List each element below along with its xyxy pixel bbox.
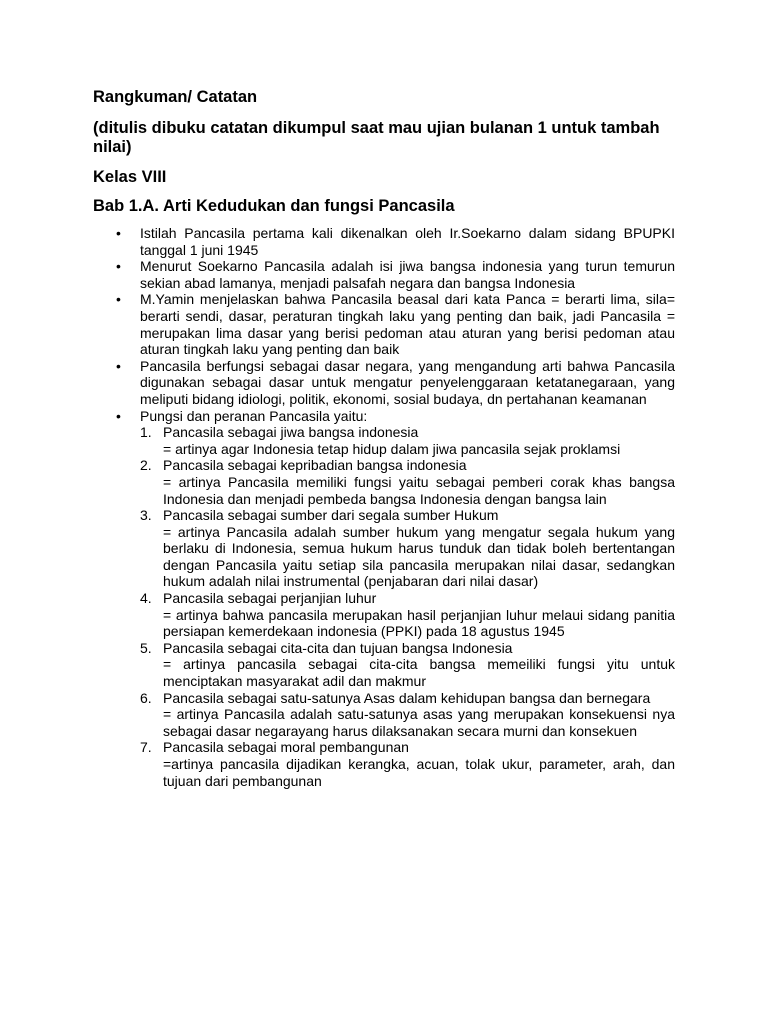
document-page [93, 88, 675, 789]
item-number: 7. [140, 739, 152, 756]
item-number: 5. [140, 639, 152, 656]
list-item [93, 291, 675, 357]
item-number: 2. [140, 457, 152, 474]
item-number: 1. [140, 424, 152, 441]
function-description: = artinya Pancasila adalah sumber hukum yang mengatur segala hukum yang berlaku di Indonesia, semua hukum harus tunduk dan tidak boleh bertentangan dengan Pancasila yaitu setiap sila pancasila merupakan nilai dasar, sedangkan hukum adalah nilai instrumental (penjabaran dari nilai dasar) [163, 523, 675, 590]
function-description: = artinya bahwa pancasila merupakan hasil perjanjian luhur melaui sidang panitia persiapan kemerdekaan indonesia (PPKI) pada 18 agustus 1945 [163, 606, 675, 640]
function-description: =artinya pancasila dijadikan kerangka, acuan, tolak ukur, parameter, arah, dan tujuan dari pembangunan [163, 756, 675, 789]
function-title: Pancasila sebagai kepribadian bangsa indonesia [163, 457, 467, 474]
item-number: 4. [140, 590, 152, 607]
function-title: Pancasila sebagai sumber dari segala sumber Hukum [163, 507, 499, 524]
function-item [140, 739, 675, 789]
list-item [93, 358, 675, 408]
function-item [140, 457, 675, 507]
document-title: Rangkuman/ Catatan [93, 88, 258, 106]
function-title: Pancasila sebagai moral pembangunan [163, 739, 409, 756]
bullet-text: M.Yamin menjelaskan bahwa Pancasila beasal dari kata Panca = berarti lima, sila= berarti sendi, dasar, peraturan tingkah laku yang penting dan baik, jadi Pancasila = merupakan lima dasar yang berisi pedoman atau aturan yang berisi pedoman atau aturan tingkah laku yang penting dan baik [140, 291, 675, 358]
function-item [140, 690, 675, 740]
document-note: (ditulis dibuku catatan dikumpul saat mau ujian bulanan 1 untuk tambah nilai) [93, 119, 660, 156]
function-title: Pancasila sebagai cita-cita dan tujuan bangsa Indonesia [163, 639, 513, 656]
function-item [140, 507, 675, 590]
list-item [93, 408, 675, 790]
function-title: Pancasila sebagai satu-satunya Asas dalam kehidupan bangsa dan bernegara [163, 689, 651, 706]
bullet-icon: • [116, 357, 121, 374]
function-title: Pancasila sebagai perjanjian luhur [163, 590, 377, 607]
item-number: 6. [140, 689, 152, 706]
list-item [93, 258, 675, 291]
bullet-list [93, 225, 675, 789]
function-item [140, 640, 675, 690]
class-heading: Kelas VIII [93, 168, 167, 186]
bullet-icon: • [116, 407, 121, 424]
bullet-text: Menurut Soekarno Pancasila adalah isi jiwa bangsa indonesia yang turun temurun sekian abad lamanya, menjadi palsafah negara dan bangsa Indonesia [140, 258, 675, 291]
item-number: 3. [140, 507, 152, 524]
chapter-heading: Bab 1.A. Arti Kedudukan dan fungsi Pancasila [93, 197, 455, 215]
function-description: = artinya Pancasila memiliki fungsi yaitu sebagai pemberi corak khas bangsa Indonesia dan menjadi pembeda bangsa Indonesia dengan bangsa lain [163, 473, 675, 507]
bullet-text: Istilah Pancasila pertama kali dikenalkan oleh Ir.Soekarno dalam sidang BPUPKI tanggal 1 juni 1945 [140, 225, 675, 258]
bullet-icon: • [116, 258, 121, 275]
bullet-icon: • [116, 225, 121, 241]
function-description: = artinya pancasila sebagai cita-cita bangsa memeiliki fungsi yitu untuk menciptakan masyarakat adil dan makmur [163, 656, 675, 690]
function-description: = artinya agar Indonesia tetap hidup dalam jiwa pancasila sejak proklamsi [163, 440, 621, 457]
list-item [93, 225, 675, 258]
function-title: Pancasila sebagai jiwa bangsa indonesia [163, 424, 419, 441]
bullet-text: Pungsi dan peranan Pancasila yaitu: [140, 407, 368, 424]
bullet-icon: • [116, 291, 121, 308]
function-list [140, 424, 675, 789]
function-item [140, 590, 675, 640]
function-description: = artinya Pancasila adalah satu-satunya asas yang merupakan konsekuensi nya sebagai dasar negarayang harus dilaksanakan secara murni dan konsekuen [163, 706, 675, 739]
bullet-text: Pancasila berfungsi sebagai dasar negara, yang mengandung arti bahwa Pancasila digunakan sebagai dasar untuk mengatur penyelenggaraan ketatanegaraan, yang meliputi bidang idiologi, politik, ekonomi, sosial budaya, dn pertahanan keamanan [140, 357, 675, 407]
function-item [140, 424, 675, 457]
